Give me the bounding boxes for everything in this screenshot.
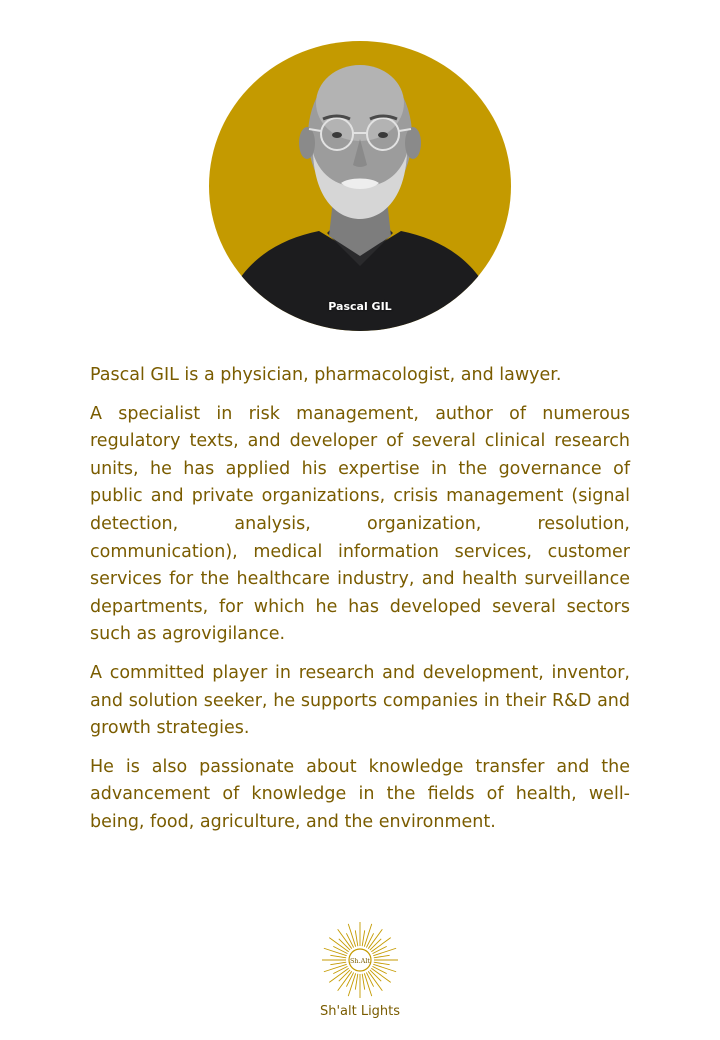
sun-ray xyxy=(374,955,390,958)
sun-ray xyxy=(372,966,386,973)
bio-paragraph-3: A committed player in research and development, inventor, and solution seeker, he supports companies in their R&D and growth strategies. xyxy=(90,662,630,739)
sun-ray xyxy=(362,930,365,946)
sun-ray xyxy=(366,933,373,947)
sun-ray xyxy=(372,946,386,953)
sun-ray xyxy=(330,955,346,958)
portrait-caption: Pascal GIL xyxy=(328,300,392,313)
shalt-lights-logo xyxy=(310,920,410,1019)
sun-ray xyxy=(366,972,373,986)
bio-paragraph-1: Pascal GIL is a physician, pharmacologist, and lawyer. xyxy=(90,365,562,385)
bio-paragraph-4: He is also passionate about knowledge transfer and the advancement of knowledge in the fields of health, well-being, food, agriculture, and the environment. xyxy=(90,756,630,832)
sun-ray xyxy=(362,974,365,990)
sun-ray xyxy=(355,930,358,946)
profile-portrait xyxy=(209,41,511,331)
logo-monogram: Sh.Alt xyxy=(349,957,371,965)
logo-label: Sh'alt Lights xyxy=(319,1004,401,1019)
sun-ray xyxy=(330,962,346,965)
portrait-photo xyxy=(209,41,511,331)
sun-ray xyxy=(346,933,353,947)
bio-text xyxy=(90,362,630,848)
sun-rays-logo-icon xyxy=(320,920,400,1000)
bio-paragraph-2: A specialist in risk management, author of numerous regulatory texts, and developer of several clinical research units, he has applied his expertise in the governance of public and private organizations, crisis management (signal detection, analysis, organization, resolution, communication), medical information services, customer services for the healthcare industry, and health surveillance departments, for which he has developed several sectors such as agrovigilance. xyxy=(90,403,630,645)
sun-ray xyxy=(374,962,390,965)
sun-ray xyxy=(333,966,347,973)
sun-ray xyxy=(355,974,358,990)
sun-ray xyxy=(346,972,353,986)
sun-ray xyxy=(333,946,347,953)
